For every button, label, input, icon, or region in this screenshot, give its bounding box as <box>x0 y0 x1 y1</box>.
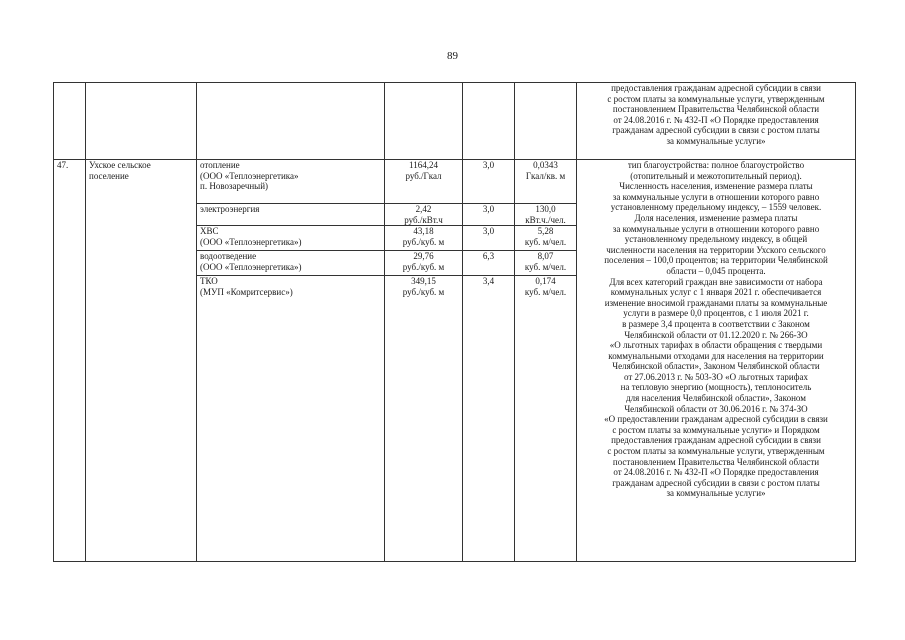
continuation-description: предоставления гражданам адресной субсидии в связи с ростом платы за коммунальные услуги, утвержденным постановлением Правительства Челябинской области от 24.08.2016 г. № 432-П «О Порядке предоставления гражданам адресной субсидии в связи с ростом платы за коммунальные услуги» <box>577 83 856 160</box>
entry-description: тип благоустройства: полное благоустройство (отопительный и межотопительный период). Численность населения, изменение размера платы за коммунальные услуги в отношении которого равно установленному предельному индексу, – 1559 человек. Доля населения, изменение размера платы за коммунальные услуги в отношении которого равно установленному предельному индексу, в общей численности населения на территории Ухского сельского поселения – 100,0 процентов; на территории Челябинской области – 0,045 процента. Для всех категорий граждан вне зависимости от набора коммунальных услуг с 1 января 2021 г. обеспечивается изменение вносимой гражданами платы за коммунальные услуги в размере 0,0 процентов, с 1 июля 2021 г. в размере 3,4 процента в соответствии с Законом Челябинской области от 01.12.2020 г. № 266-ЗО «О льготных тарифах в области обращения с твердыми коммунальными отходами для населения на территории Челябинской области», Законом Челябинской области от 27.06.2013 г. № 503-ЗО «О льготных тарифах на тепловую энергию (мощность), теплоноситель для населения Челябинской области», Законом Челябинской области от 30.06.2016 г. № 374-ЗО «О предоставлении гражданам адресной субсидии в связи с ростом платы за коммунальные услуги» и Порядком предоставления гражданам адресной субсидии в связи с ростом платы за коммунальные услуги, утвержденным постановлением Правительства Челябинской области от 24.08.2016 г. № 432-П «О Порядке предоставления гражданам адресной субсидии в связи с ростом платы за коммунальные услуги» <box>577 160 856 562</box>
service-name: ХВС (ООО «Теплоэнергетика») <box>197 226 385 251</box>
municipality-name: Ухское сельское поселение <box>86 160 197 562</box>
service-tariff: 1164,24 руб./Гкал <box>385 160 463 204</box>
service-tariff: 2,42 руб./кВт.ч <box>385 204 463 226</box>
service-volume: 130,0 кВт.ч./чел. <box>515 204 577 226</box>
service-tariff: 349,15 руб./куб. м <box>385 276 463 562</box>
cont-service-cell <box>197 83 385 160</box>
service-row-heating <box>54 160 856 204</box>
continuation-row <box>54 83 856 160</box>
service-name: электроэнергия <box>197 204 385 226</box>
service-volume: 5,28 куб. м/чел. <box>515 226 577 251</box>
service-index: 6,3 <box>463 251 515 276</box>
service-volume: 0,174 куб. м/чел. <box>515 276 577 562</box>
entry-number: 47. <box>54 160 86 562</box>
service-tariff: 29,76 руб./куб. м <box>385 251 463 276</box>
service-index: 3,0 <box>463 226 515 251</box>
service-name: водоотведение (ООО «Теплоэнергетика») <box>197 251 385 276</box>
cont-num-cell <box>54 83 86 160</box>
tariff-table <box>53 82 856 562</box>
service-index: 3,0 <box>463 204 515 226</box>
service-volume: 8,07 куб. м/чел. <box>515 251 577 276</box>
service-name: отопление (ООО «Теплоэнергетика» п. Новозаречный) <box>197 160 385 204</box>
service-tariff: 43,18 руб./куб. м <box>385 226 463 251</box>
cont-volume-cell <box>515 83 577 160</box>
page-number: 89 <box>447 50 458 62</box>
cont-index-cell <box>463 83 515 160</box>
service-name: ТКО (МУП «Комритсервис») <box>197 276 385 562</box>
cont-municipality-cell <box>86 83 197 160</box>
cont-tariff-cell <box>385 83 463 160</box>
service-index: 3,4 <box>463 276 515 562</box>
service-index: 3,0 <box>463 160 515 204</box>
service-volume: 0,0343 Гкал/кв. м <box>515 160 577 204</box>
